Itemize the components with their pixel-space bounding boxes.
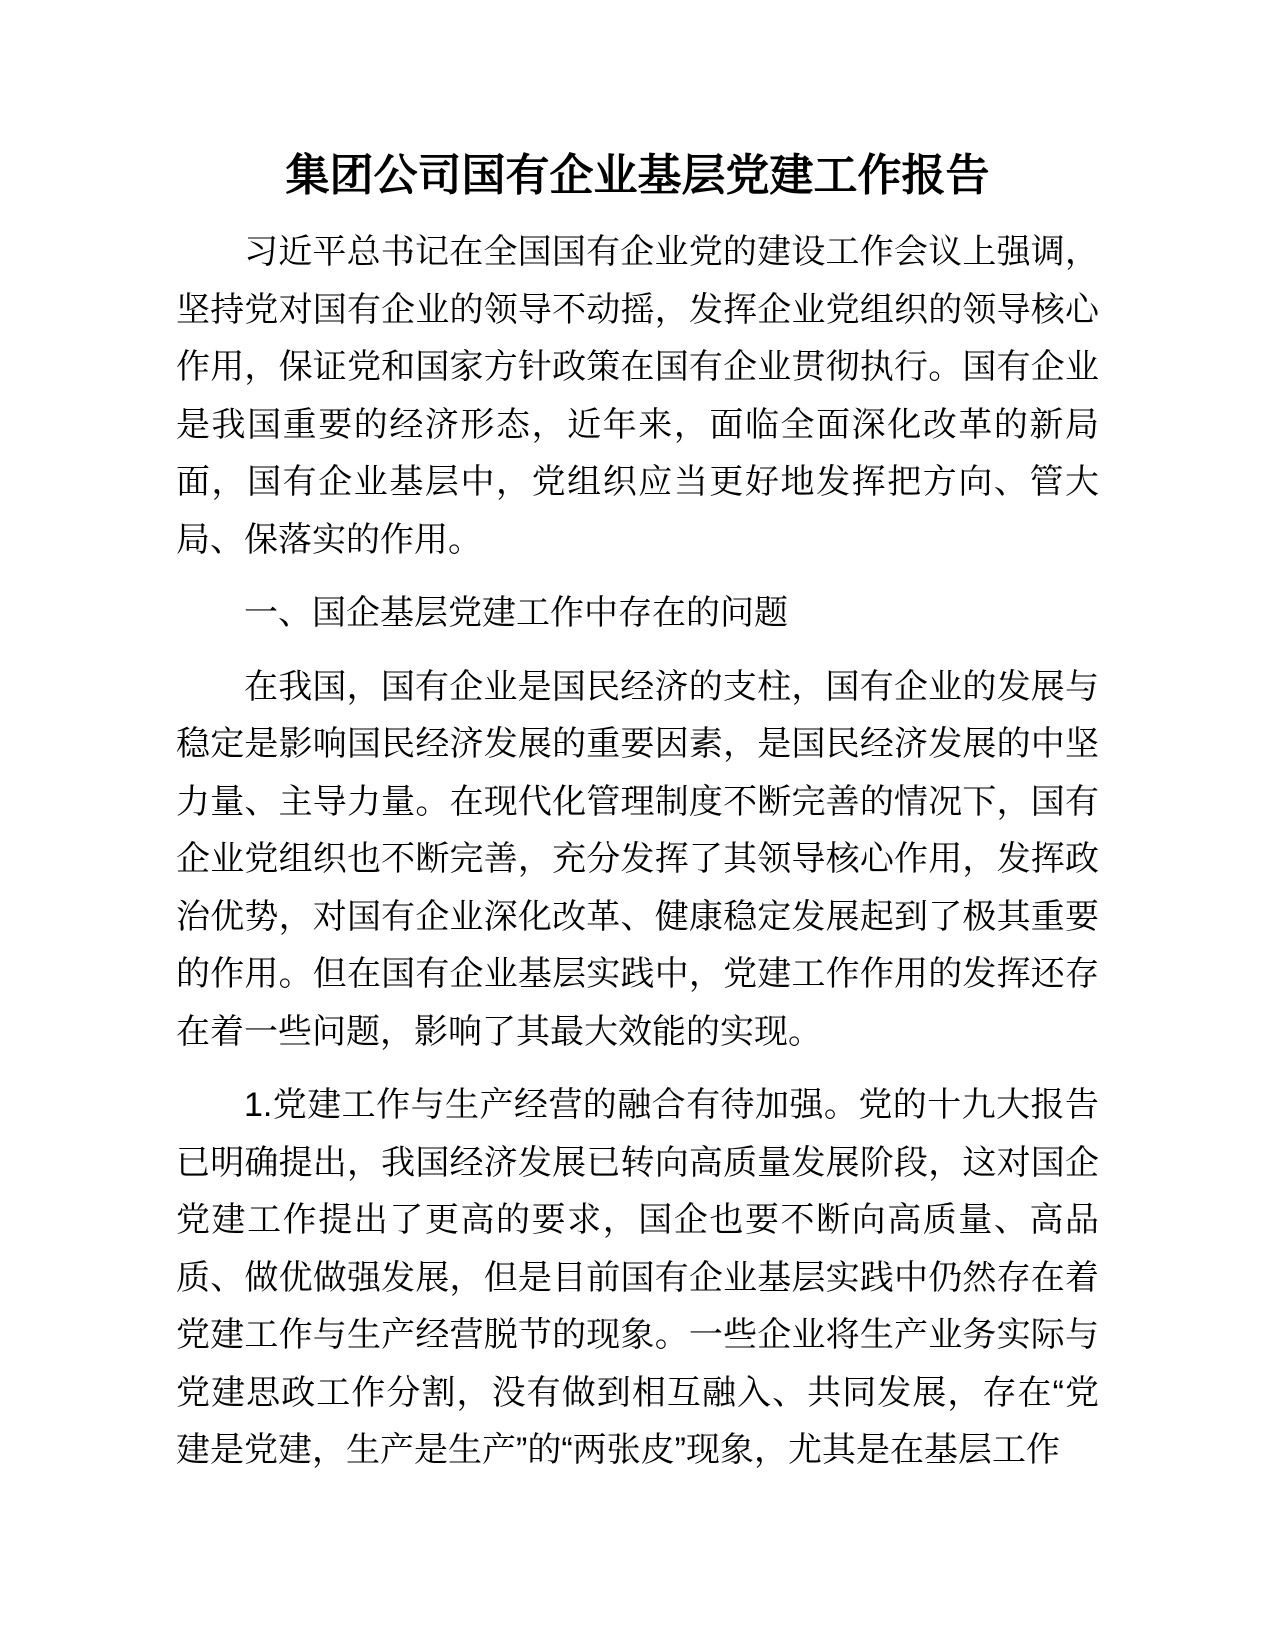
- intro-paragraph: 习近平总书记在全国国有企业党的建设工作会议上强调，坚持党对国有企业的领导不动摇，发挥企业党组织的领导核心作用，保证党和国家方针政策在国有企业贯彻执行。国有企业是我国重要的经济形态，近年来，面临全面深化改革的新局面，国有企业基层中，党组织应当更好地发挥把方向、管大局、保落实的作用。: [176, 233, 1099, 559]
- section-1-paragraph-2: 1.党建工作与生产经营的融合有待加强。党的十九大报告已明确提出，我国经济发展已转向高质量发展阶段，这对国企党建工作提出了更高的要求，国企也要不断向高质量、高品质、做优做强发展，但是目前国有企业基层实践中仍然存在着党建工作与生产经营脱节的现象。一些企业将生产业务实际与党建思政工作分割，没有做到相互融入、共同发展，存在“党建是党建，生产是生产”的“两张皮”现象，尤其是在基层工作: [176, 1086, 1099, 1469]
- document-title: 集团公司国有企业基层党建工作报告: [285, 151, 990, 200]
- section-1-paragraph-1: 在我国，国有企业是国民经济的支柱，国有企业的发展与稳定是影响国民经济发展的重要因素，是国民经济发展的中坚力量、主导力量。在现代化管理制度不断完善的情况下，国有企业党组织也不断完善，充分发挥了其领导核心作用，发挥政治优势，对国有企业深化改革、健康稳定发展起到了极其重要的作用。但在国有企业基层实践中，党建工作作用的发挥还存在着一些问题，影响了其最大效能的实现。: [176, 667, 1099, 1051]
- section-1-heading: 一、国企基层党建工作中存在的问题: [244, 594, 788, 632]
